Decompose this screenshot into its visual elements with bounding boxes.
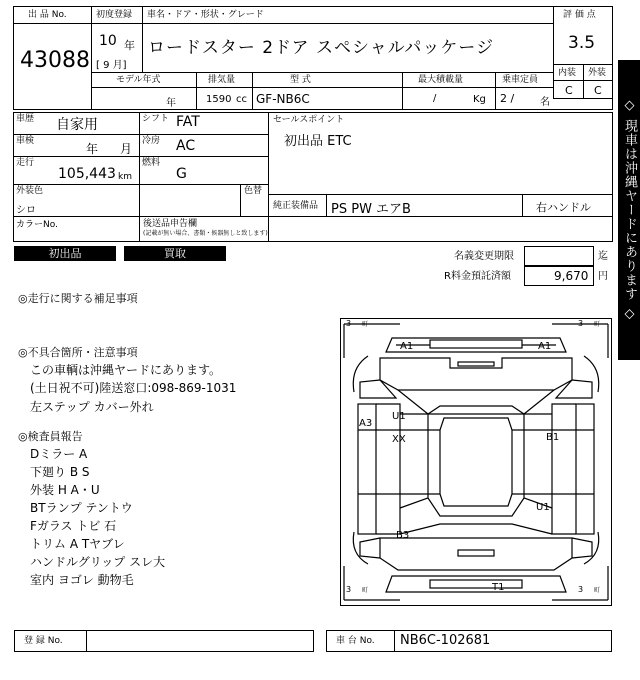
max-load-label: 最大積載量 [418, 75, 464, 85]
mileage-value: 105,443 [58, 166, 116, 182]
chassis-number: NB6C-102681 [400, 633, 491, 648]
damage-b1: B1 [546, 432, 560, 443]
corner-unit-tr: 町 [594, 321, 601, 328]
divider [13, 156, 268, 157]
sales-point-label: セールスポイント [273, 115, 345, 125]
aftermarket-label: 後送品申告欄 [143, 219, 198, 229]
divider [139, 112, 140, 216]
divider [13, 23, 91, 24]
divider [553, 98, 613, 99]
inspector-line-8: 室内 ヨゴレ 動物毛 [30, 573, 134, 587]
recycle-value: 9,670 [554, 269, 589, 283]
side-banner: ◇ 現車は沖縄ヤードにあります ◇ [618, 60, 640, 360]
inspector-line-2: 下廻り B S [30, 465, 90, 479]
ext-color-value: シロ [16, 205, 36, 216]
car-name-label: 車名・ドア・形状・グレード [147, 10, 264, 20]
corner-unit-tl: 町 [362, 321, 369, 328]
divider [91, 6, 92, 110]
score-label: 評 価 点 [563, 10, 596, 20]
divider [522, 194, 523, 216]
history-label: 車歴 [16, 114, 35, 124]
capacity-value: 2 / [500, 92, 515, 105]
exterior-grade: C [594, 84, 602, 97]
car-name: ロードスター 2ドア スペシャルパッケージ [148, 38, 495, 58]
divider [402, 72, 403, 110]
inspection-month: 月 [120, 142, 133, 156]
divider [142, 6, 143, 72]
divider [13, 216, 613, 217]
divider [326, 194, 327, 216]
divider [583, 64, 584, 98]
divider [553, 6, 554, 98]
capacity-label: 乗車定員 [502, 75, 539, 85]
model-type: GF-NB6C [256, 92, 310, 106]
year-unit: 年 [124, 39, 135, 52]
divider [495, 72, 496, 110]
equipment-value: PS PW エアB [331, 202, 411, 217]
damage-u1-right: U1 [536, 502, 550, 513]
purchase-badge: 買取 [124, 246, 226, 261]
inspection-label: 車検 [16, 136, 35, 146]
steering-value: 右ハンドル [536, 201, 591, 214]
shift-label: シフト [142, 114, 170, 124]
corner-unit-bl: 町 [362, 587, 369, 594]
lot-label: 出 品 No. [28, 10, 67, 20]
mileage-unit: km [118, 172, 132, 182]
name-change-field [524, 246, 594, 266]
divider [91, 87, 553, 88]
divider [86, 630, 87, 652]
max-load-unit: Kg [473, 94, 486, 105]
divider [268, 194, 613, 195]
aircon-label: 冷房 [142, 136, 161, 146]
divider [139, 216, 140, 242]
damage-a1-right: A1 [538, 341, 552, 352]
defect-line-2: (土日祝不可)陸送窓口:098-869-1031 [30, 381, 237, 395]
first-listing-badge: 初出品 [14, 246, 116, 261]
corner-unit-br: 町 [594, 587, 601, 594]
inspector-line-5: Fガラス トビ 石 [30, 519, 117, 533]
displacement-label: 排気量 [208, 75, 236, 85]
shift-value: FAT [176, 114, 200, 130]
divider [252, 72, 253, 110]
first-reg-month: [ 9 月] [96, 60, 127, 71]
damage-xx: XX [392, 434, 406, 445]
damage-t1: T1 [492, 582, 505, 593]
defect-line-3: 左ステップ カバー外れ [30, 400, 154, 414]
damage-a3: A3 [359, 418, 373, 429]
defect-line-1: この車輌は沖縄ヤードにあります。 [30, 363, 222, 377]
corner-label-tl: 3 [346, 319, 352, 328]
model-year-label: モデル年式 [116, 75, 161, 85]
divider [240, 184, 241, 216]
divider [13, 184, 268, 185]
damage-b3: B3 [396, 530, 410, 541]
recycle-label: R料金預託済額 [444, 271, 511, 282]
inspector-line-7: ハンドルグリップ スレ大 [30, 555, 166, 569]
inspection-year: 年 [86, 142, 99, 156]
exterior-label: 外装 [588, 68, 607, 78]
lot-number: 43088 [20, 48, 90, 73]
inspector-line-6: トリム A Tヤブレ [30, 537, 125, 551]
divider [268, 112, 269, 242]
damage-u1-top: U1 [392, 411, 406, 422]
corner-label-br: 3 [578, 585, 584, 594]
car-damage-diagram [340, 318, 612, 606]
reg-no-label: 登 録 No. [24, 636, 63, 646]
model-year-unit: 年 [166, 98, 176, 109]
inspector-heading: ◎検査員報告 [18, 430, 83, 443]
aircon-value: AC [176, 138, 196, 154]
driving-heading: ◎走行に関する補足事項 [18, 292, 138, 305]
inspector-line-4: BTランプ テントウ [30, 501, 133, 515]
damage-a1-left: A1 [400, 341, 414, 352]
fuel-label: 燃料 [142, 158, 161, 168]
name-change-unit: 迄 [598, 251, 608, 262]
recycle-unit: 円 [598, 271, 608, 282]
capacity-unit: 名 [540, 97, 550, 108]
score-value: 3.5 [568, 33, 596, 53]
aftermarket-note: (記載が無い場合、書類・候器無しと致します) [143, 230, 268, 237]
divider [394, 630, 395, 652]
mileage-label: 走行 [16, 158, 35, 168]
divider [91, 72, 553, 73]
sales-point-value: 初出品 ETC [284, 134, 352, 149]
corner-label-tr: 3 [578, 319, 584, 328]
divider [196, 72, 197, 110]
defects-heading: ◎不具合箇所・注意事項 [18, 346, 138, 359]
equipment-label: 純正装備品 [273, 201, 319, 211]
name-change-label: 名義変更期限 [454, 251, 514, 262]
inspector-line-3: 外装 H A・U [30, 483, 100, 497]
color-change-label: 色替 [244, 186, 263, 196]
displacement-value: 1590 [206, 94, 232, 105]
max-load-slash: / [433, 93, 437, 104]
fuel-value: G [176, 166, 187, 182]
type-label: 型 式 [290, 75, 311, 85]
color-no-label: カラーNo. [16, 220, 58, 230]
divider [13, 134, 268, 135]
chassis-label: 車 台 No. [336, 636, 375, 646]
corner-label-bl: 3 [346, 585, 352, 594]
history-value: 自家用 [56, 117, 98, 133]
ext-color-label: 外装色 [16, 186, 44, 196]
interior-label: 内装 [558, 68, 577, 78]
divider [91, 23, 553, 24]
first-reg-label: 初度登録 [96, 10, 133, 20]
interior-grade: C [565, 84, 573, 97]
first-reg-year: 10 [99, 33, 117, 49]
displacement-unit: cc [236, 94, 247, 105]
inspector-line-1: Dミラー A [30, 447, 88, 461]
